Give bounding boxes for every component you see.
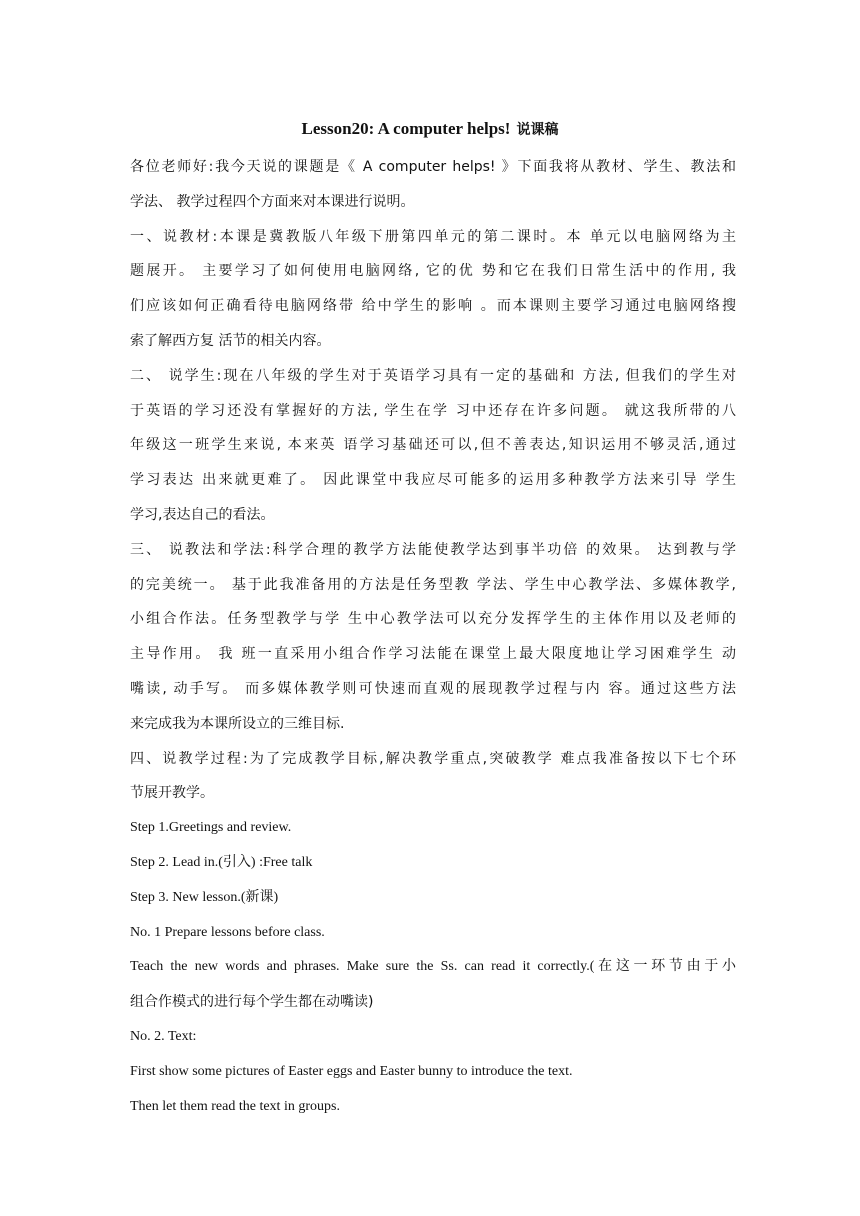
paragraph-line: 二、 说学生:现在八年级的学生对于英语学习具有一定的基础和 方法, 但我们的学生对 bbox=[130, 367, 736, 384]
paragraph-line: 四、说教学过程:为了完成教学目标,解决教学重点,突破教学 难点我准备按以下七个环 bbox=[130, 750, 736, 767]
paragraph-line: 索了解西方复 活节的相关内容。 bbox=[130, 332, 331, 349]
paragraph-line: 年级这一班学生来说, 本来英 语学习基础还可以,但不善表达,知识运用不够灵活,通过 bbox=[130, 437, 736, 454]
paragraph-line: 于英语的学习还没有掌握好的方法, 学生在学 习中还存在许多问题。 就这我所带的八 bbox=[130, 402, 736, 419]
step-line: Teach the new words and phrases. Make sure the Ss. can read it correctly.(在这一环节由于小 bbox=[130, 959, 736, 975]
step-line: Step 1.Greetings and review. bbox=[130, 820, 292, 836]
paragraph-line: 三、 说教法和学法:科学合理的教学方法能使教学达到事半功倍 的效果。 达到教与学 bbox=[130, 541, 736, 558]
paragraph-line: 学法、 教学过程四个方面来对本课进行说明。 bbox=[130, 193, 415, 210]
step-line: 组合作模式的进行每个学生都在动嘴读) bbox=[130, 994, 374, 1011]
title-main: Lesson20: A computer helps! bbox=[301, 119, 511, 138]
paragraph-line: 们应该如何正确看待电脑网络带 给中学生的影响 。而本课则主要学习通过电脑网络搜 bbox=[130, 298, 736, 315]
step-line: Step 2. Lead in.(引入) :Free talk bbox=[130, 854, 313, 870]
document-body bbox=[130, 150, 736, 1124]
step-line: No. 1 Prepare lessons before class. bbox=[130, 924, 325, 940]
step-line: No. 2. Text: bbox=[130, 1028, 197, 1044]
paragraph-line: 学习表达 出来就更难了。 因此课堂中我应尽可能多的运用多种教学方法来引导 学生 bbox=[130, 472, 736, 489]
paragraph-line: 节展开教学。 bbox=[130, 785, 214, 802]
step-line: Step 3. New lesson.(新课) bbox=[130, 889, 279, 905]
step-line: First show some pictures of Easter eggs and Easter bunny to introduce the text. bbox=[130, 1063, 573, 1079]
paragraph-line: 题展开。 主要学习了如何使用电脑网络, 它的优 势和它在我们日常生活中的作用, 我 bbox=[130, 263, 736, 280]
title-sub: 说课稿 bbox=[516, 122, 559, 138]
paragraph-line: 主导作用。 我 班一直采用小组合作学习法能在课堂上最大限度地让学习困难学生 动 bbox=[130, 646, 736, 663]
paragraph-line: 各位老师好:我今天说的课题是《 A computer helps! 》下面我将从教材、学生、教法和 bbox=[130, 159, 736, 175]
step-line: Then let them read the text in groups. bbox=[130, 1098, 340, 1114]
paragraph-line: 学习,表达自己的看法。 bbox=[130, 506, 275, 523]
paragraph-line: 嘴读, 动手写。 而多媒体教学则可快速而直观的展现教学过程与内 容。通过这些方法 bbox=[130, 680, 736, 697]
paragraph-line: 一、说教材:本课是冀教版八年级下册第四单元的第二课时。本 单元以电脑网络为主 bbox=[130, 228, 736, 245]
paragraph-line: 小组合作法。任务型教学与学 生中心教学法可以充分发挥学生的主体作用以及老师的 bbox=[130, 611, 736, 628]
document-title bbox=[0, 117, 860, 142]
paragraph-line: 来完成我为本课所设立的三维目标. bbox=[130, 715, 345, 732]
paragraph-line: 的完美统一。 基于此我准备用的方法是任务型教 学法、学生中心教学法、多媒体教学, bbox=[130, 576, 736, 593]
